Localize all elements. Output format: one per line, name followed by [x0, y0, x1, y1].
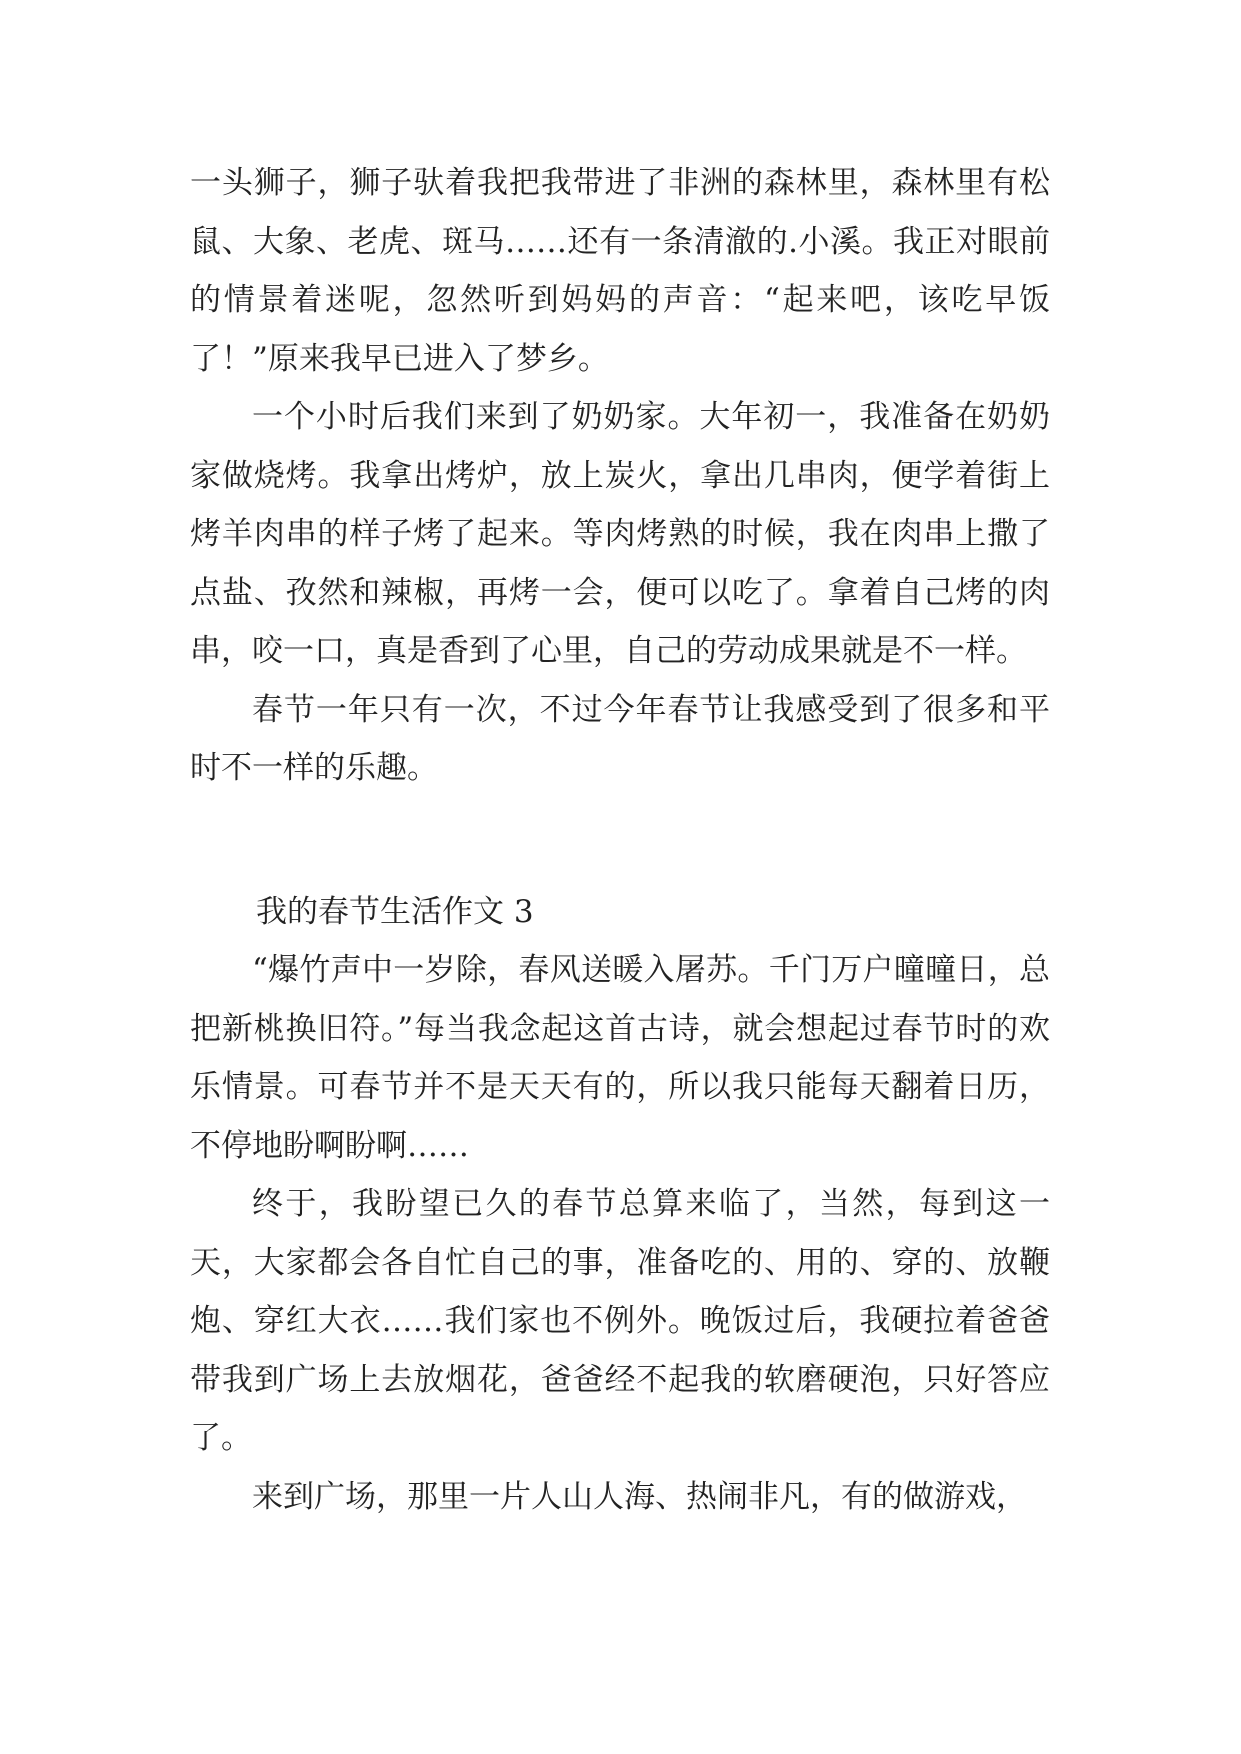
paragraph-square: 来到广场，那里一片人山人海、热闹非凡，有的做游戏，	[252, 1478, 1027, 1515]
section-gap	[190, 798, 1050, 883]
paragraph-spring-festival-summary: 春节一年只有一次，不过今年春节让我感受到了很多和平时不一样的乐趣。	[190, 691, 1050, 786]
document-body	[190, 154, 1050, 1526]
paragraph-barbecue: 一个小时后我们来到了奶奶家。大年初一，我准备在奶奶家做烧烤。我拿出烤炉，放上炭火，拿出几串肉，便学着街上烤羊肉串的样子烤了起来。等肉烤熟的时候，我在肉串上撒了点盐、孜然和辣椒，再烤一会，便可以吃了。拿着自己烤的肉串，咬一口，真是香到了心里，自己的劳动成果就是不一样。	[190, 399, 1050, 669]
paragraph-festival-arrives: 终于，我盼望已久的春节总算来临了，当然，每到这一天，大家都会各自忙自己的事，准备吃的、用的、穿的、放鞭炮、穿红大衣……我们家也不例外。晚饭过后，我硬拉着爸爸带我到广场上去放烟花，爸爸经不起我的软磨硬泡，只好答应了。	[190, 1186, 1050, 1456]
section-title: 我的春节生活作文 3	[256, 893, 534, 930]
paragraph-dream: 一头狮子，狮子驮着我把我带进了非洲的森林里，森林里有松鼠、大象、老虎、斑马……还有一条清澈的.小溪。我正对眼前的情景着迷呢，忽然听到妈妈的声音：“起来吧，该吃早饭了！”原来我早已进入了梦乡。	[190, 165, 1050, 377]
paragraph-poem: “爆竹声中一岁除，春风送暖入屠苏。千门万户曈曈日，总把新桃换旧符。”每当我念起这首古诗，就会想起过春节时的欢乐情景。可春节并不是天天有的，所以我只能每天翻着日历，不停地盼啊盼啊……	[190, 952, 1050, 1164]
